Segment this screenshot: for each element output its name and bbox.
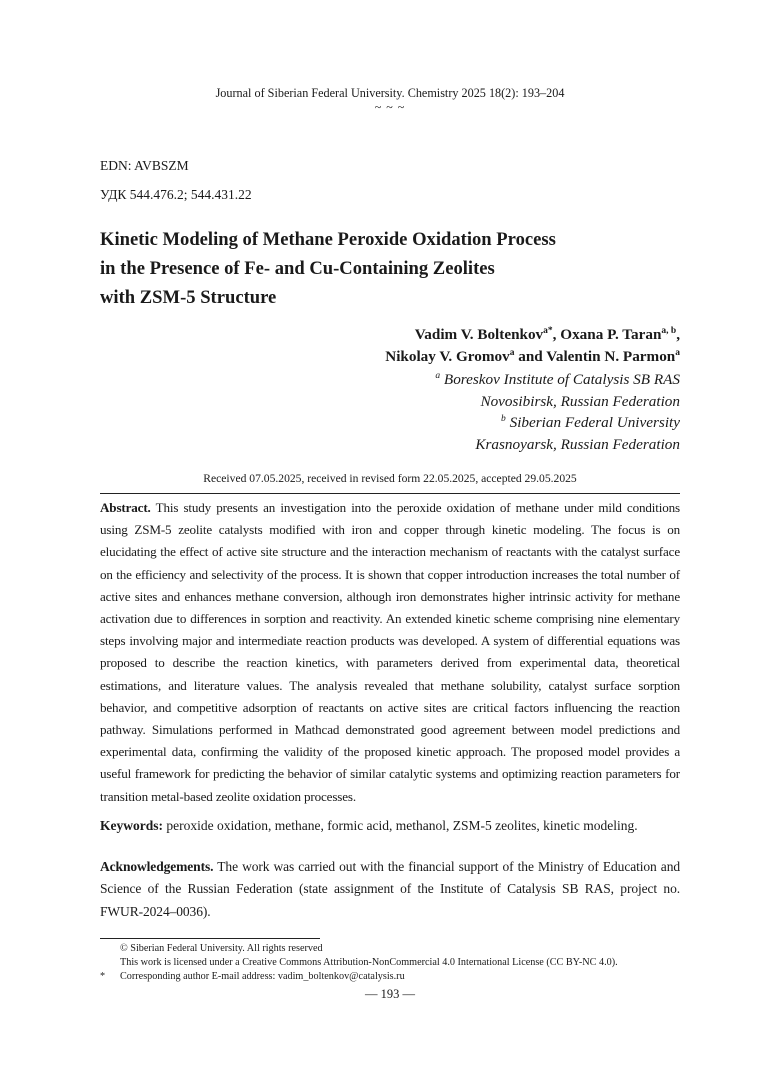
corresponding-author-email[interactable]: Corresponding author E-mail address: vadim_boltenkov@catalysis.ru xyxy=(120,971,405,982)
footnote-divider xyxy=(100,938,320,939)
edn-code: EDN: AVBSZM xyxy=(100,158,189,173)
acknowledgements-label: Acknowledgements. xyxy=(100,859,214,874)
affiliation-location: Novosibirsk, Russian Federation xyxy=(480,392,680,410)
affiliation-list xyxy=(435,369,680,455)
article-page xyxy=(100,0,680,1080)
author-name: Nikolay V. Gromov xyxy=(385,348,510,365)
acknowledgements-text: The work was carried out with the financial support of the Ministry of Education and Science of the Russian Federation (state assignment of the Institute of Catalysis SB RAS, project no. FWUR-2024–0036). xyxy=(100,859,680,919)
author-name: Valentin N. Parmon xyxy=(546,348,676,365)
keywords-text: peroxide oxidation, methane, formic acid, methanol, ZSM-5 zeolites, kinetic modeling. xyxy=(166,818,638,833)
author-separator: and xyxy=(514,348,547,365)
author-separator: , xyxy=(552,326,561,343)
abstract-divider xyxy=(100,493,680,494)
author-name: Vadim V. Boltenkov xyxy=(414,326,544,343)
author-affiliation-mark: a, b xyxy=(661,325,677,336)
affiliation-institution: Boreskov Institute of Catalysis SB RAS xyxy=(443,371,680,388)
author-list xyxy=(385,324,680,368)
affiliation-line xyxy=(435,412,680,434)
affiliation-location: Krasnoyarsk, Russian Federation xyxy=(475,435,680,453)
author-affiliation-mark: a xyxy=(675,347,680,358)
abstract-text: This study presents an investigation into the peroxide oxidation of methane under mild conditions using ZSM-5 zeolite catalysts modified with iron and copper through kinetic modeling. The focus is on elucidating the effect of active site structure and the interaction mechanism of reactants with the catalyst surface on the efficiency and selectivity of the process. It is shown that copper introduction increases the total number of active sites and enhances methane conversion, although iron demonstrates higher intrinsic activity for methane activation due to differences in sorption and reactivity. An extended kinetic scheme comprising nine elementary steps involving major and intermediate reaction products was developed. A system of differential equations was proposed to describe the reaction kinetics, with parameters derived from experimental data, theoretical estimations, and literature values. The analysis revealed that methane solubility, catalyst surface sorption behavior, and competitive adsorption of reactants on active sites are critical factors influencing the reaction pathway. Simulations performed in Mathcad demonstrated good agreement between model predictions and experimental data, confirming the validity of the proposed kinetic approach. The proposed model provides a useful framework for predicting the behavior of similar catalytic systems and optimizing reaction parameters for transition metal-based zeolite oxidation processes. xyxy=(100,500,680,804)
acknowledgements xyxy=(100,856,680,923)
title-line: in the Presence of Fe- and Cu-Containing Zeolites xyxy=(100,258,495,279)
author-name: Oxana P. Taran xyxy=(560,326,662,343)
journal-header: Journal of Siberian Federal University. Chemistry 2025 18(2): 193–204 xyxy=(215,86,565,100)
affiliation-mark: a xyxy=(435,370,441,381)
footnote-mark: * xyxy=(100,971,106,982)
page-number: — 193 — xyxy=(365,987,415,1001)
header-divider: ~ ~ ~ xyxy=(374,100,406,114)
affiliation-line xyxy=(435,369,680,391)
copyright-footnote: © Siberian Federal University. All rights reserved xyxy=(120,943,323,954)
author-affiliation-mark: a xyxy=(509,347,515,358)
title-line: with ZSM-5 Structure xyxy=(100,287,277,308)
author-line xyxy=(385,346,680,368)
license-footnote: This work is licensed under a Creative Commons Attribution-NonCommercial 4.0 International License (CC BY-NC 4.0). xyxy=(120,957,618,968)
article-title xyxy=(100,225,660,312)
affiliation-mark: b xyxy=(501,413,506,424)
received-dates: Received 07.05.2025, received in revised form 22.05.2025, accepted 29.05.2025 xyxy=(203,472,577,485)
author-separator: , xyxy=(676,326,680,343)
corresponding-footnote xyxy=(100,970,690,983)
udk-code: УДК 544.476.2; 544.431.22 xyxy=(100,187,252,202)
keywords xyxy=(100,815,680,837)
title-line: Kinetic Modeling of Methane Peroxide Oxidation Process xyxy=(100,229,556,250)
author-line xyxy=(385,324,680,346)
abstract-label: Abstract. xyxy=(100,500,151,515)
affiliation-institution: Siberian Federal University xyxy=(509,414,680,431)
author-affiliation-mark: a* xyxy=(543,325,553,336)
abstract xyxy=(100,497,680,808)
keywords-label: Keywords: xyxy=(100,818,163,833)
